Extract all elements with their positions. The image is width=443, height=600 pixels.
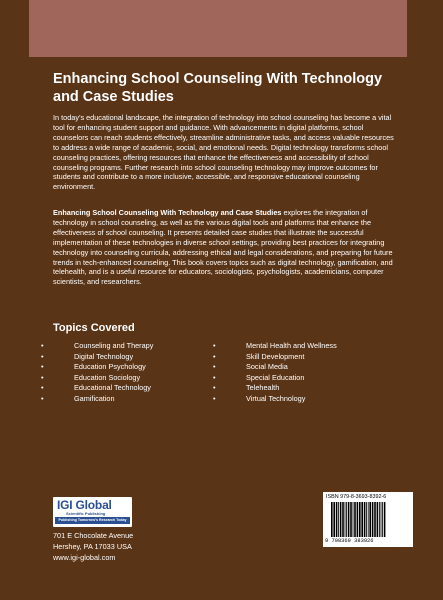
book-title: Enhancing School Counseling With Technology and Case Studies [53,71,383,105]
barcode-bar [342,502,344,537]
barcode-bar [368,502,369,537]
topic-item: • Counseling and Therapy [41,341,153,352]
logo-tagline: Publishing Tomorrow's Research Today [55,517,130,524]
topic-item: • Skill Development [213,352,337,363]
publisher-logo [53,497,132,527]
publisher-website: www.igi-global.com [53,553,116,562]
topic-item: • Virtual Technology [213,394,337,405]
topic-item: • Digital Technology [41,352,153,363]
description-paragraph-2 [53,208,398,287]
barcode-bar [372,502,374,537]
topics-heading: Topics Covered [53,322,135,334]
logo-name: IGI Global [57,498,112,512]
address-city: Hershey, PA 17033 USA [53,542,132,551]
barcode-bar [350,502,352,537]
isbn-label: ISBN 979-8-3693-8392-6 [326,494,387,500]
description-paragraph-2-text: explores the integration of technology in school counseling, as well as the various digital tools and platforms that enhance the effectiveness of school counseling. It presents detailed case studies that illustrate the successful implementation of these technologies in diverse school settings, providing best practices for integrating technology into counseling curricula, addressing ethical and legal considerations, and preparing for future trends in tech-enhanced counseling. This book covers topics such as digital technology, gamification, and telehealth, and is a useful resource for educators, sociologists, psychologists, academicians, computer scientists, and researchers. [53,208,393,287]
barcode-bar [384,502,386,537]
topic-item: • Gamification [41,394,153,405]
address-street: 701 E Chocolate Avenue [53,531,134,540]
barcode-number: 9 798369 383926 [325,538,374,544]
topics-list-right [213,341,337,405]
barcode-bar [348,502,350,537]
barcode-bar [346,502,347,537]
barcode-bar [338,502,339,537]
publisher-address [53,530,133,563]
book-title-inline: Enhancing School Counseling With Technology and Case Studies [53,208,282,217]
barcode-bar [379,502,380,537]
topics-list-left [41,341,153,405]
topic-item: • Education Psychology [41,362,153,373]
barcode-bar [333,502,335,537]
topic-item: • Social Media [213,362,337,373]
top-color-band [29,0,407,57]
barcode-bar [382,502,383,537]
barcode-bar [354,502,356,537]
barcode-bar [359,502,361,537]
topic-item: • Education Sociology [41,373,153,384]
barcode-bar [369,502,371,537]
barcode-bar [345,502,346,537]
barcode-bar [353,502,354,537]
barcode-bar [374,502,376,537]
barcode-bar [357,502,359,537]
topic-item: • Special Education [213,373,337,384]
description-paragraph-1: In today’s educational landscape, the integration of technology into school counseling has become a vital tool for enhancing student support and guidance. With advancements in digital platforms, school counselors can reach students effectively, streamline administrative tasks, and access valuable resources to address a wide range of academic, social, and emotional needs. Digital technology transforms school counseling practices, offering resources that enhance the effectiveness and accessibility of school counseling programs. Further research into school counseling technology may improve outcomes for students and contribute to a more inclusive, accessible, and responsive educational counseling environment. [53,113,394,192]
topic-item: • Telehealth [213,383,337,394]
topic-item: • Educational Technology [41,383,153,394]
logo-subtitle: Scientific Publishing [66,511,106,516]
isbn-barcode-box [323,492,413,547]
barcode-bar [340,502,342,537]
barcode-bar [361,502,363,537]
barcode-bar [336,502,338,537]
barcode-bar [364,502,366,537]
barcode-bar [377,502,379,537]
barcode-bar [331,502,333,537]
topic-item: • Mental Health and Wellness [213,341,337,352]
barcode-bar [381,502,382,537]
barcode-bars [331,502,407,537]
barcode-bar [366,502,367,537]
